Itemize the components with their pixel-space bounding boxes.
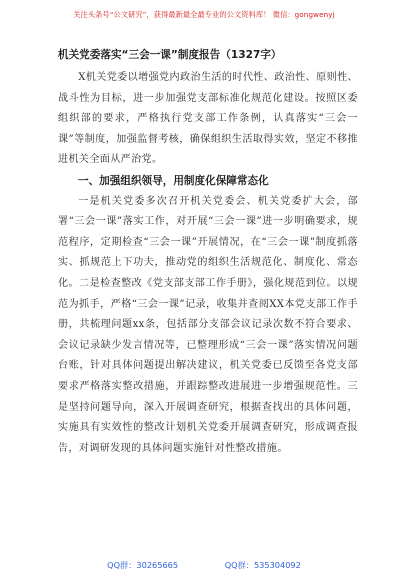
qq-group-1: QQ群：30265665	[107, 560, 179, 570]
document-body	[58, 48, 358, 459]
document-title: 机关党委落实“三会一课”制度报告（1327字）	[58, 49, 282, 61]
section-heading: 一、加强组织领导，用制度化保障常态化	[78, 174, 269, 187]
footer-contacts	[0, 560, 408, 571]
header-banner: 关注头条号“公文研究”，获得最新最全最专业的公文资料库！ 微信：gongwenyj	[73, 10, 335, 19]
paragraph-section-1: 一是机关党委多次召开机关党委会、机关党委扩大会，部署“三会一课”落实工作，对开展“三会一课”进一步明确要求，规范程序，定期检查“三会一课”开展情况，在“三会一课”制度抓落实、抓规范上下功夫，推动党的组织生活规范化、制度化、常态化。二是检查整改《党支部支部工作手册》，强化规范到位。以规范为抓手，严格“三会一课”记录，收集并查阅XX本党支部工作手册，共梳理问题xx条，包括部分支部会议记录次数不符合要求、会议记录缺少发言情况等，已整理形成“三会一课”落实情况问题台账，针对具体问题提出解决建议，机关党委已反馈至各党支部要求严格落实整改措施，并跟踪整改进展进一步增强规范性。三是坚持问题导向，深入开展调查研究，根据查找出的具体问题，实施具有实效性的整改计划机关党委开展调查研究，形成调查报告，对调研发现的具体问题实施针对性整改措施。	[58, 195, 358, 454]
qq-group-2: QQ群：535304092	[224, 560, 301, 570]
paragraph-intro: X机关党委以增强党内政治生活的时代性、政治性、原则性、战斗性为目标，进一步加强党支部标准化规范化建设。按照区委组织部的要求，严格执行党支部工作条例，认真落实“三会一课”等制度，加强监督考核，确保组织生活取得实效，坚定不移推进机关全面从严治党。	[58, 72, 358, 166]
